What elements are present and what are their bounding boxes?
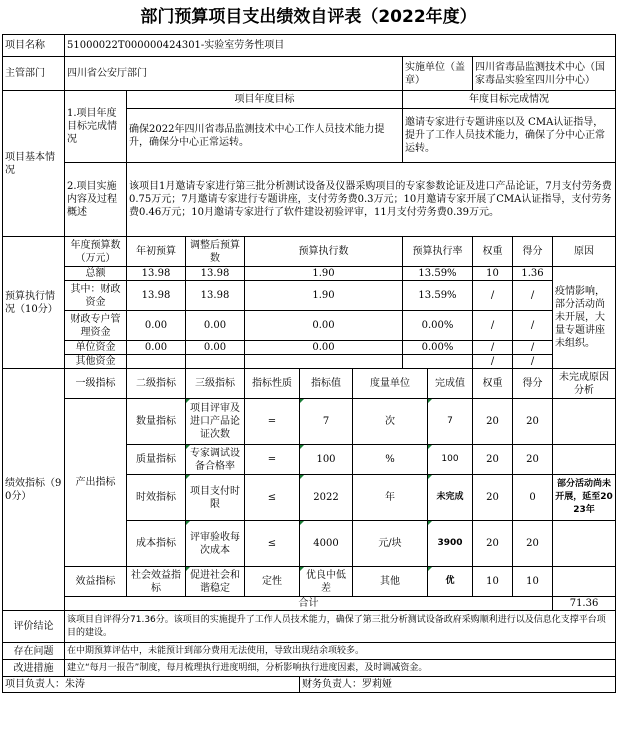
perf-l3: 评审验收每次成本 [186, 521, 245, 567]
perf-score: 20 [513, 521, 553, 567]
budget-cell: 13.98 [186, 281, 245, 311]
perf-hdr-weight: 权重 [473, 369, 513, 399]
budget-cell: 0.00 [186, 311, 245, 341]
budget-cell: 13.59% [403, 281, 473, 311]
perf-reason [553, 399, 616, 445]
basic-label: 项目基本情况 [3, 91, 65, 237]
budget-cell: 0.00 [245, 341, 403, 355]
budget-cell: 0.00 [186, 341, 245, 355]
budget-hdr-reason: 原因 [553, 237, 616, 267]
perf-nature: = [245, 399, 300, 445]
goal-label: 1.项目年度目标完成情况 [65, 91, 127, 163]
perf-reason [553, 445, 616, 475]
perf-nature: ≤ [245, 475, 300, 521]
budget-row-label: 单位资金 [65, 341, 127, 355]
perf-l3: 专家调试设备合格率 [186, 445, 245, 475]
perf-hdr-score: 得分 [513, 369, 553, 399]
perf-done: 优 [428, 567, 473, 597]
goal-text: 确保2022年四川省毒品监测技术中心工作人员技术能力提升，确保分中心正常运转。 [127, 109, 403, 163]
finance-cell [300, 677, 616, 693]
budget-cell: / [473, 281, 513, 311]
output-label: 产出指标 [65, 399, 127, 567]
perf-l2: 数量指标 [127, 399, 186, 445]
perf-l3: 促进社会和谐稳定 [186, 567, 245, 597]
perf-unit: 元/块 [353, 521, 428, 567]
perf-hdr-l1: 一级指标 [65, 369, 127, 399]
finance-label: 财务负责人： [302, 679, 362, 690]
budget-row-label: 其中：财政资金 [65, 281, 127, 311]
perf-nature: = [245, 445, 300, 475]
budget-cell: 13.59% [403, 267, 473, 281]
perf-reason [553, 567, 616, 597]
budget-cell: 0.00 [127, 341, 186, 355]
eval-text: 该项目自评得分71.36分。该项目的实施提升了工作人员技术能力，确保了第三批分析测试设备政府采购顺利进行以及信息化支撑平台项目的建设。 [65, 611, 616, 643]
perf-weight: 10 [473, 567, 513, 597]
perf-hdr-unit: 度量单位 [353, 369, 428, 399]
leader-cell [3, 677, 300, 693]
perf-value: 优良中低差 [300, 567, 353, 597]
budget-cell: / [513, 311, 553, 341]
perf-unit: 年 [353, 475, 428, 521]
measure-text: 建立“每月一报告”制度，每月梳理执行进度明细，分析影响执行进度因素，及时调减资金。 [65, 660, 616, 677]
dept-label: 主管部门 [3, 57, 65, 91]
perf-score: 20 [513, 399, 553, 445]
goal-done-header: 年度目标完成情况 [403, 91, 616, 109]
impl-unit-value: 四川省毒品监测技术中心（国家毒品实验室四川分中心） [473, 57, 616, 91]
budget-cell: / [513, 355, 553, 369]
project-name-value: 51000022T000000424301-实验室劳务性项目 [65, 35, 616, 57]
perf-weight: 20 [473, 399, 513, 445]
perf-hdr-reason: 未完成原因分析 [553, 369, 616, 399]
evaluation-table [2, 34, 616, 693]
budget-cell: 13.98 [127, 281, 186, 311]
perf-weight: 20 [473, 521, 513, 567]
benefit-label: 效益指标 [65, 567, 127, 597]
perf-hdr-value: 指标值 [300, 369, 353, 399]
perf-hdr-nature: 指标性质 [245, 369, 300, 399]
perf-weight: 20 [473, 445, 513, 475]
perf-value: 2022 [300, 475, 353, 521]
budget-cell: 0.00% [403, 311, 473, 341]
issue-label: 存在问题 [3, 643, 65, 660]
leader-name: 朱涛 [65, 679, 85, 690]
perf-value: 4000 [300, 521, 353, 567]
impl-text: 该项目1月邀请专家进行第三批分析测试设备及仪器采购项目的专家参数论证及进口产品论证，7月支付劳务费0.75万元；7月邀请专家进行专题讲座，支付劳务费0.3万元；10月邀请专家开展了CMA认证指导，支付劳务费0.46万元；10月邀请专家进行了软件建设初验评审，11月支付劳务费0.39万元。 [127, 163, 616, 237]
finance-name: 罗莉娅 [362, 679, 392, 690]
perf-unit: % [353, 445, 428, 475]
budget-cell [186, 355, 245, 369]
perf-reason: 部分活动尚未开展，延至2023年 [553, 475, 616, 521]
budget-cell: / [473, 355, 513, 369]
perf-unit: 次 [353, 399, 428, 445]
perf-hdr-l2: 二级指标 [127, 369, 186, 399]
budget-cell: 1.90 [245, 281, 403, 311]
perf-weight: 20 [473, 475, 513, 521]
budget-cell: 0.00 [245, 311, 403, 341]
goal-done-text: 邀请专家进行专题讲座以及 CMA认证指导，提升了工作人员技术能力，确保了分中心正常运转。 [403, 109, 616, 163]
total-score: 71.36 [553, 597, 616, 611]
perf-score: 20 [513, 445, 553, 475]
budget-cell: / [513, 341, 553, 355]
perf-unit: 其他 [353, 567, 428, 597]
perf-value: 7 [300, 399, 353, 445]
perf-label: 绩效指标（90分） [3, 369, 65, 611]
perf-done: 未完成 [428, 475, 473, 521]
budget-label: 预算执行情况（10分） [3, 237, 65, 369]
perf-done: 3900 [428, 521, 473, 567]
budget-hdr-adjusted: 调整后预算数 [186, 237, 245, 267]
budget-cell: 13.98 [186, 267, 245, 281]
budget-hdr-year: 年度预算数（万元） [65, 237, 127, 267]
perf-nature: 定性 [245, 567, 300, 597]
perf-l2: 时效指标 [127, 475, 186, 521]
budget-cell [403, 355, 473, 369]
budget-cell: / [473, 311, 513, 341]
budget-cell: 10 [473, 267, 513, 281]
perf-done: 100 [428, 445, 473, 475]
budget-cell: 1.90 [245, 267, 403, 281]
total-label: 合计 [65, 597, 553, 611]
perf-nature: ≤ [245, 521, 300, 567]
budget-cell: 13.98 [127, 267, 186, 281]
perf-value: 100 [300, 445, 353, 475]
budget-reason: 疫情影响，部分活动尚未开展，大量专题讲座未组织。 [553, 267, 616, 369]
impl-label: 2.项目实施内容及过程概述 [65, 163, 127, 237]
issue-text: 在中期预算评估中，未能预计到部分费用无法使用，导致出现结余项较多。 [65, 643, 616, 660]
perf-l2: 社会效益指标 [127, 567, 186, 597]
budget-cell: 0.00% [403, 341, 473, 355]
goal-header: 项目年度目标 [127, 91, 403, 109]
perf-l2: 质量指标 [127, 445, 186, 475]
perf-score: 10 [513, 567, 553, 597]
budget-cell: / [513, 281, 553, 311]
project-name-label: 项目名称 [3, 35, 65, 57]
budget-cell [127, 355, 186, 369]
form-title: 部门预算项目支出绩效自评表（2022年度） [140, 7, 477, 27]
perf-l3: 项目支付时限 [186, 475, 245, 521]
leader-label: 项目负责人： [5, 679, 65, 690]
budget-hdr-rate: 预算执行率 [403, 237, 473, 267]
budget-row-label: 总额 [65, 267, 127, 281]
eval-label: 评价结论 [3, 611, 65, 643]
perf-l2: 成本指标 [127, 521, 186, 567]
budget-hdr-initial: 年初预算 [127, 237, 186, 267]
perf-hdr-l3: 三级指标 [186, 369, 245, 399]
perf-reason [553, 521, 616, 567]
measure-label: 改进措施 [3, 660, 65, 677]
budget-hdr-executed: 预算执行数 [245, 237, 403, 267]
budget-hdr-score: 得分 [513, 237, 553, 267]
budget-cell: / [473, 341, 513, 355]
dept-value: 四川省公安厅部门 [65, 57, 403, 91]
perf-score: 0 [513, 475, 553, 521]
perf-hdr-done: 完成值 [428, 369, 473, 399]
budget-cell [245, 355, 403, 369]
budget-cell: 0.00 [127, 311, 186, 341]
budget-row-label: 其他资金 [65, 355, 127, 369]
perf-done: 7 [428, 399, 473, 445]
budget-row-label: 财政专户管理资金 [65, 311, 127, 341]
budget-hdr-weight: 权重 [473, 237, 513, 267]
budget-cell: 1.36 [513, 267, 553, 281]
perf-l3: 项目评审及进口产品论证次数 [186, 399, 245, 445]
impl-unit-label: 实施单位（盖章） [403, 57, 473, 91]
